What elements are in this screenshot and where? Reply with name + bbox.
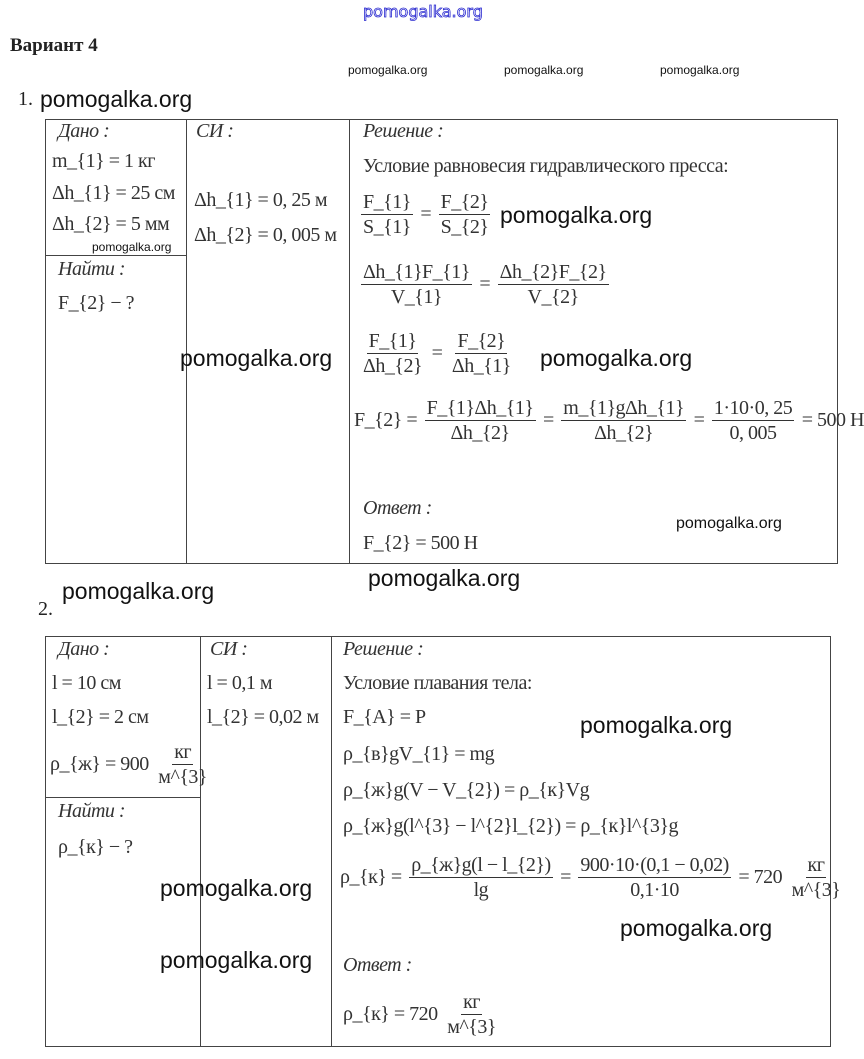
math-text: ρ_{ж}g(V − V_{2}) = ρ_{к}Vg — [343, 779, 590, 801]
denominator: V_{1} — [390, 286, 443, 308]
numerator: Δh_{1}F_{1} — [363, 261, 470, 283]
given-item — [52, 706, 149, 729]
denominator: м^{3} — [447, 1016, 496, 1038]
formula — [354, 396, 864, 445]
formula — [340, 853, 845, 902]
denominator: Δh_{2} — [450, 422, 510, 444]
math-text: ρ_{ж}g(l^{3} − l^{2}l_{2}) = ρ_{к}l^{3}g — [343, 815, 678, 837]
divider — [186, 119, 187, 563]
fraction — [561, 396, 686, 445]
answer-header — [343, 954, 412, 977]
math-text: Решение : — [343, 638, 424, 660]
fraction — [498, 260, 609, 309]
denominator: Δh_{2} — [363, 355, 423, 377]
given-header — [58, 120, 109, 143]
denominator: м^{3} — [158, 766, 208, 788]
solution-header — [363, 120, 443, 143]
si-item — [207, 706, 319, 729]
watermark: pomogalka.org — [368, 565, 521, 591]
si-item — [194, 224, 337, 247]
math-text: Найти : — [58, 258, 126, 280]
numerator: F_{2} — [440, 191, 489, 213]
denominator: lg — [473, 879, 489, 901]
math-text: ρ_{к} − ? — [58, 836, 133, 858]
math-text: ρ_{в}gV_{1} = mg — [343, 743, 495, 765]
fraction — [409, 853, 552, 902]
math-text: = — [555, 866, 576, 888]
math-text: Ответ : — [343, 954, 412, 976]
page-title: Вариант 4 — [10, 35, 98, 56]
find-header — [58, 800, 125, 823]
math-text: l = 0,1 м — [207, 672, 272, 694]
denominator: V_{2} — [527, 286, 579, 308]
given-item — [52, 213, 169, 236]
watermark: pomogalka.org — [92, 240, 172, 254]
watermark: pomogalka.org — [363, 2, 483, 21]
condition-text — [343, 672, 532, 695]
math-text: Δh_{1} = 0, 25 м — [194, 189, 327, 211]
formula — [343, 779, 589, 802]
given-item — [50, 740, 212, 789]
math-text: = 720 — [733, 866, 787, 888]
math-text: l_{2} = 0,02 м — [207, 706, 319, 728]
numerator: F_{2} — [457, 330, 506, 352]
answer — [343, 990, 501, 1039]
numerator: F_{1}Δh_{1} — [426, 397, 534, 419]
fraction — [578, 853, 730, 902]
watermark: pomogalka.org — [348, 63, 428, 77]
fraction — [361, 329, 424, 378]
math-text: ρ_{к} = — [340, 866, 407, 888]
find-header — [58, 258, 125, 281]
si-header — [210, 638, 247, 661]
denominator: Δh_{1} — [451, 355, 511, 377]
divider — [45, 797, 200, 798]
denominator: Δh_{2} — [594, 422, 654, 444]
watermark: pomogalka.org — [540, 345, 693, 371]
math-text: Найти : — [58, 800, 126, 822]
watermark: pomogalka.org — [180, 345, 333, 371]
math-text: Дано : — [58, 638, 110, 660]
math-text: Δh_{1} = 25 см — [52, 182, 175, 204]
numerator: кг — [174, 741, 192, 763]
fraction — [425, 396, 536, 445]
fraction — [445, 990, 498, 1039]
si-item — [194, 189, 327, 212]
denominator: 0, 005 — [729, 422, 777, 444]
fraction — [361, 260, 472, 309]
formula — [343, 706, 426, 729]
watermark: pomogalka.org — [620, 915, 773, 941]
math-text: Δh_{2} = 5 мм — [52, 213, 170, 235]
divider — [45, 255, 186, 256]
denominator: S_{1} — [363, 216, 411, 238]
math-text: Ответ : — [363, 497, 432, 519]
watermark: pomogalka.org — [62, 578, 215, 604]
watermark: pomogalka.org — [160, 947, 313, 973]
numerator: 1·10·0, 25 — [713, 397, 793, 419]
numerator: кг — [463, 991, 481, 1013]
math-text: = — [427, 342, 447, 364]
watermark: pomogalka.org — [504, 63, 584, 77]
numerator: F_{1} — [368, 330, 417, 352]
answer — [363, 532, 478, 555]
find-item — [58, 836, 133, 859]
find-item — [58, 292, 134, 315]
denominator: м^{3} — [791, 879, 841, 901]
numerator: кг — [807, 854, 825, 876]
math-text: F_{A} = P — [343, 706, 426, 728]
math-text: = — [538, 409, 559, 431]
formula — [343, 743, 494, 766]
numerator: Δh_{2}F_{2} — [499, 261, 607, 283]
divider — [331, 636, 332, 1046]
formula — [358, 190, 493, 239]
watermark: pomogalka.org — [500, 202, 653, 228]
math-text: Дано : — [58, 120, 110, 142]
formula — [343, 815, 678, 838]
math-text: l_{2} = 2 см — [52, 706, 149, 728]
numerator: ρ_{ж}g(l − l_{2}) — [411, 854, 551, 876]
divider — [349, 119, 350, 563]
math-text: F_{2} = 500 Н — [363, 532, 478, 554]
fraction — [450, 329, 513, 378]
math-text: m_{1} = 1 кг — [52, 150, 155, 172]
watermark: pomogalka.org — [40, 86, 193, 112]
math-text: Условие плавания тела: — [343, 672, 532, 694]
math-text: Δh_{2} = 0, 005 м — [194, 224, 337, 246]
math-text: Условие равновесия гидравлического пресса: — [363, 155, 729, 177]
si-header — [196, 120, 233, 143]
math-text: СИ : — [210, 638, 248, 660]
divider — [200, 636, 201, 1046]
given-item — [52, 182, 175, 205]
given-header — [58, 638, 109, 661]
math-text: l = 10 см — [52, 672, 121, 694]
math-text: F_{2} = — [354, 409, 422, 431]
task-number: 2. — [38, 598, 53, 620]
task2-table — [45, 636, 831, 1047]
si-item — [207, 672, 272, 695]
fraction — [156, 740, 209, 789]
math-text: = — [689, 409, 709, 431]
watermark: pomogalka.org — [676, 515, 782, 532]
task-number: 1. — [18, 88, 33, 110]
numerator: 900·10·(0,1 − 0,02) — [580, 854, 729, 876]
watermark: pomogalka.org — [580, 712, 733, 738]
math-text: = 500 Н — [797, 409, 864, 431]
fraction — [790, 853, 843, 902]
denominator: 0,1·10 — [630, 879, 679, 901]
fraction — [439, 190, 491, 239]
formula — [358, 329, 516, 378]
math-text: F_{2} − ? — [58, 292, 134, 314]
fraction — [361, 190, 413, 239]
watermark: pomogalka.org — [660, 63, 740, 77]
given-item — [52, 150, 155, 173]
condition-text — [363, 155, 728, 178]
math-text: = — [415, 203, 436, 225]
numerator: m_{1}gΔh_{1} — [563, 397, 685, 419]
denominator: S_{2} — [440, 216, 489, 238]
fraction — [712, 396, 794, 445]
numerator: F_{1} — [363, 191, 411, 213]
math-text: = — [474, 273, 495, 295]
math-text: СИ : — [196, 120, 234, 142]
math-text: ρ_{к} = 720 — [343, 1003, 443, 1025]
math-text: Решение : — [363, 120, 444, 142]
math-text: ρ_{ж} = 900 — [50, 753, 154, 775]
formula — [358, 260, 612, 309]
answer-header — [363, 497, 432, 520]
watermark: pomogalka.org — [160, 875, 313, 901]
given-item — [52, 672, 121, 695]
solution-header — [343, 638, 423, 661]
